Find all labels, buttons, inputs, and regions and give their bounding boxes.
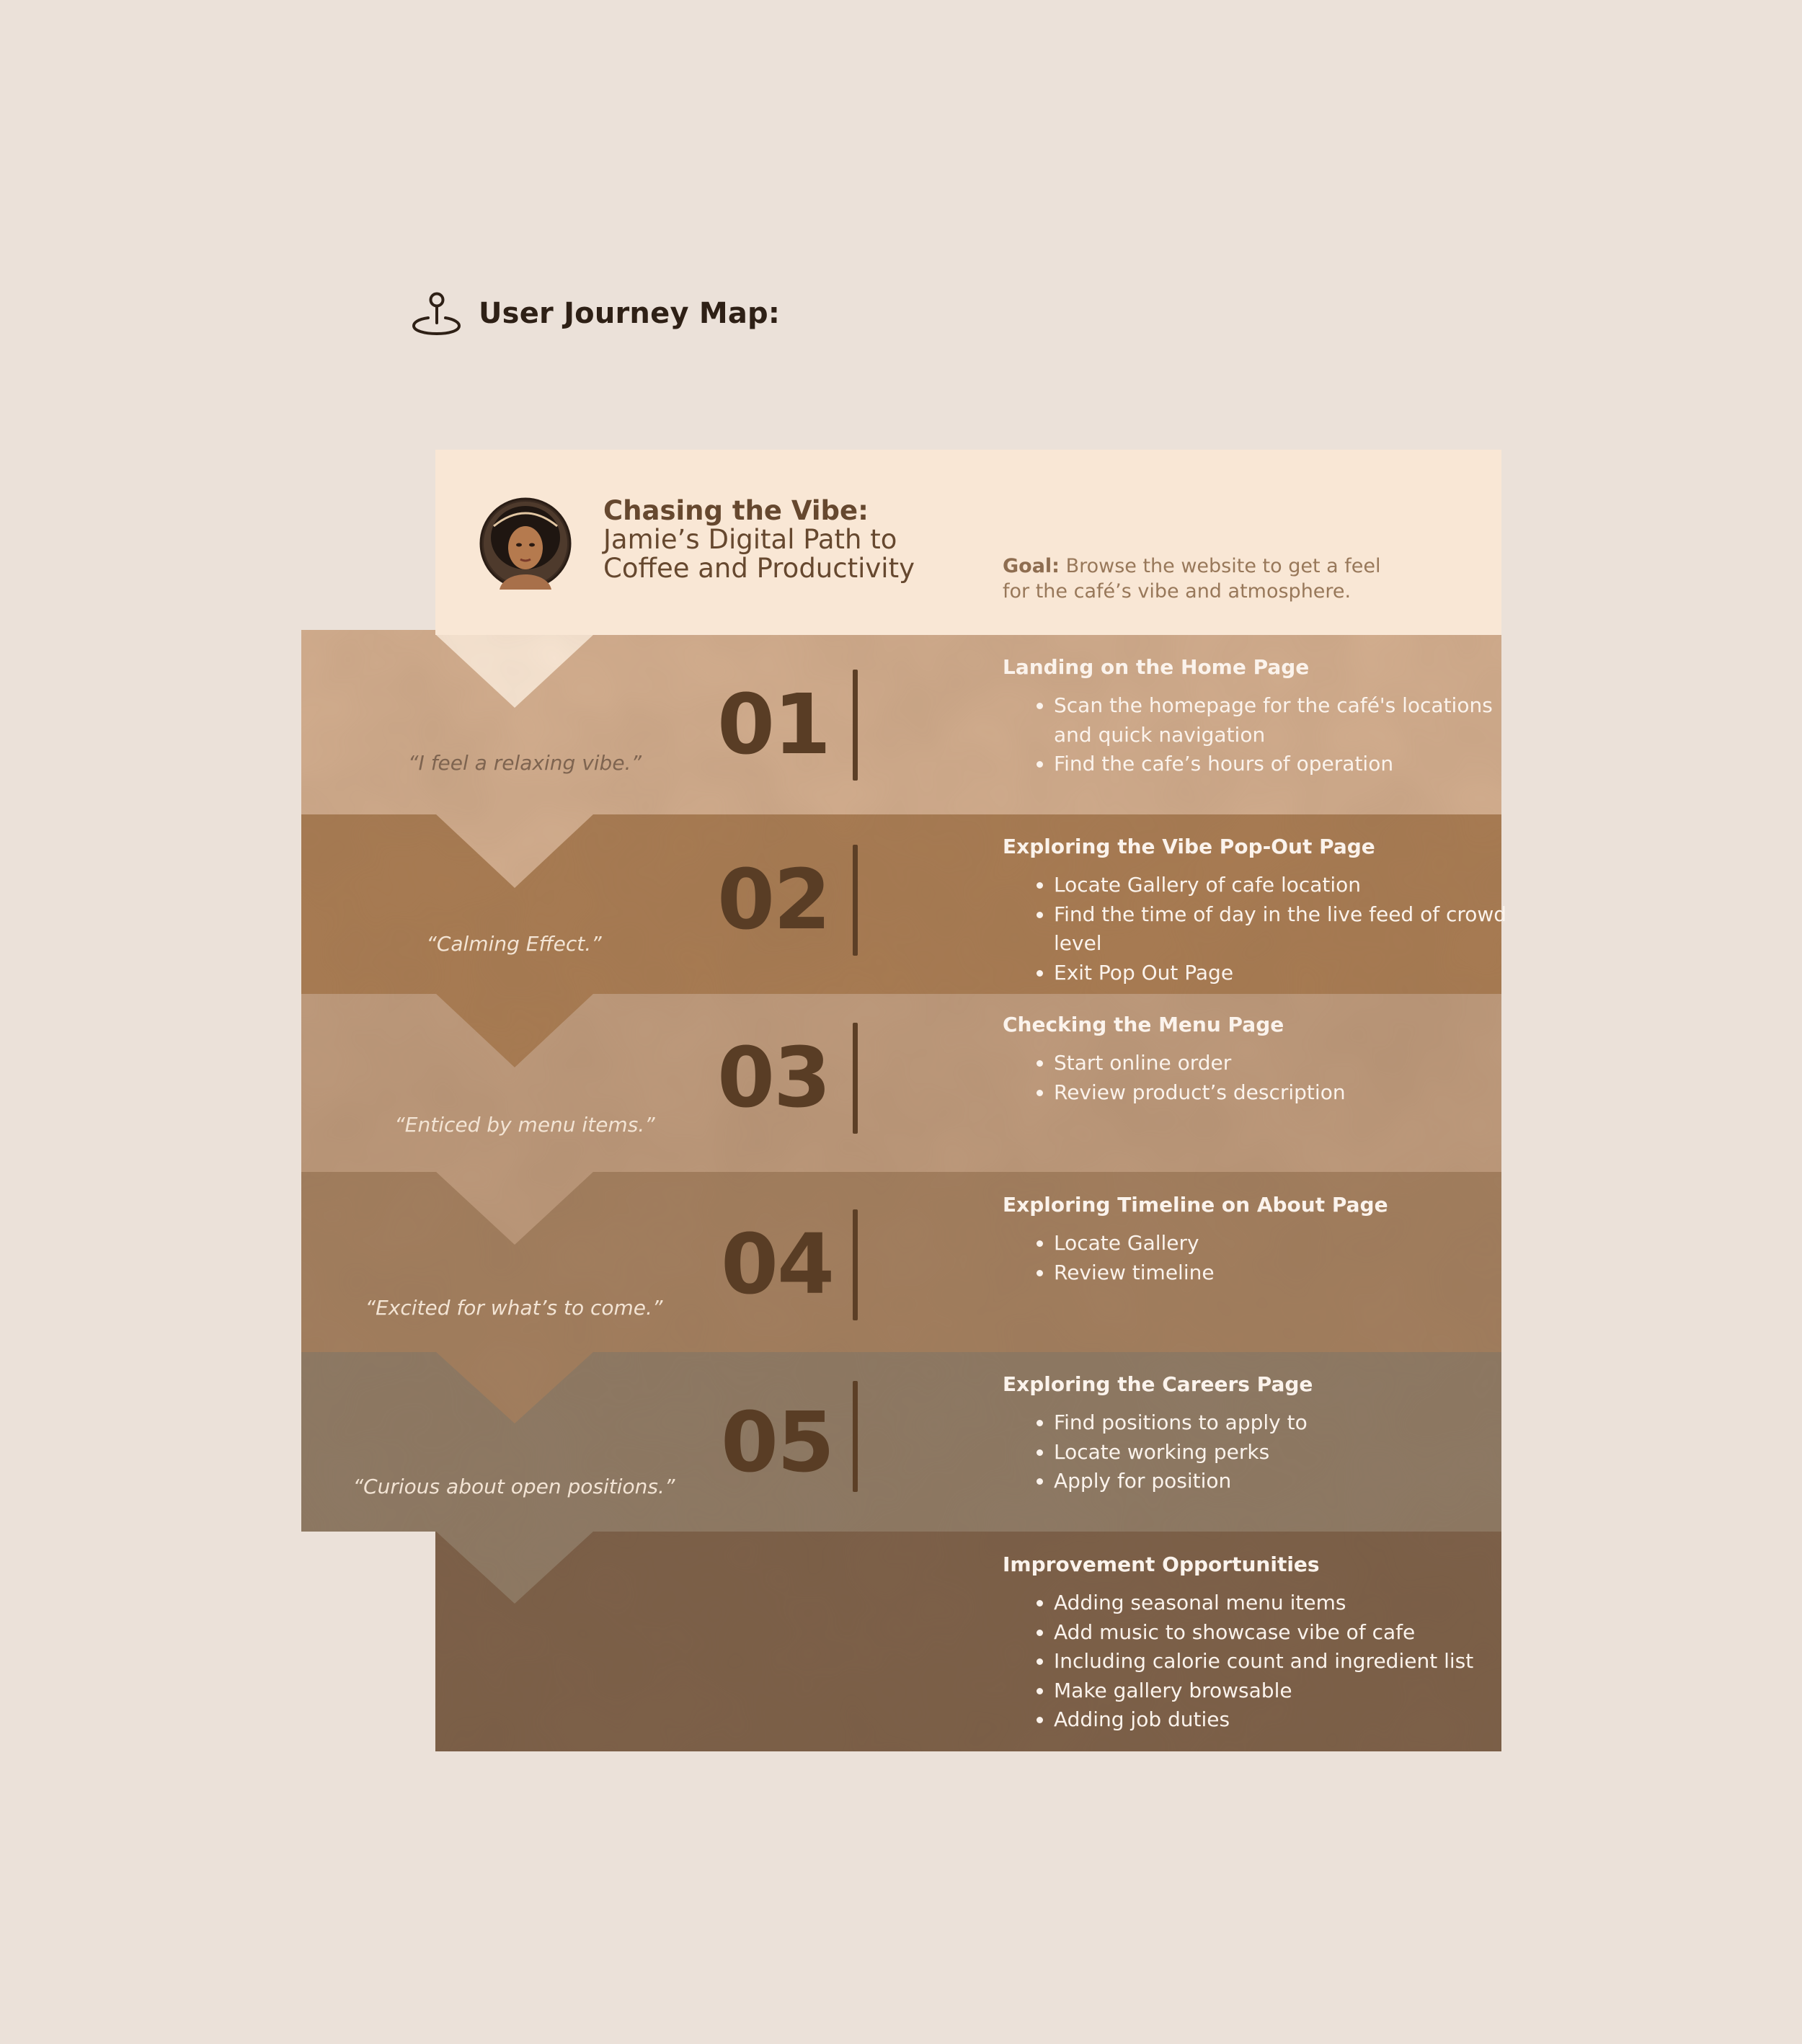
stage-divider xyxy=(853,845,858,956)
list-item: • Make gallery browsable xyxy=(1054,1676,1515,1706)
stage-number: 04 xyxy=(721,1217,834,1313)
list-item: • Scan the homepage for the café's locations and quick navigation xyxy=(1054,691,1515,750)
list-item: • Add music to showcase vibe of cafe xyxy=(1054,1618,1515,1648)
page-title: User Journey Map: xyxy=(479,297,781,330)
improvements-title: Improvement Opportunities xyxy=(1003,1552,1320,1576)
stage-title: Exploring the Careers Page xyxy=(1003,1372,1313,1396)
persona-title-line: Coffee and Productivity xyxy=(603,553,915,584)
improvements-list xyxy=(1003,1588,1515,1735)
stage-list xyxy=(1003,1049,1515,1107)
list-item: • Apply for position xyxy=(1054,1467,1515,1496)
stage-quote: “Excited for what’s to come.” xyxy=(365,1296,663,1320)
stage-quote: “Calming Effect.” xyxy=(426,932,602,956)
list-item: • Locate Gallery xyxy=(1054,1229,1515,1258)
list-item: • Locate Gallery of cafe location xyxy=(1054,871,1515,900)
persona-title-bold: Chasing the Vibe: xyxy=(603,495,869,526)
persona-goal xyxy=(1003,554,1406,604)
list-item: • Review timeline xyxy=(1054,1258,1515,1288)
goal-label: Goal: xyxy=(1003,555,1060,577)
stage-list xyxy=(1003,871,1515,987)
stage-quote: “Curious about open positions.” xyxy=(352,1475,675,1498)
stage-list xyxy=(1003,1229,1515,1287)
stage-quote: “Enticed by menu items.” xyxy=(394,1113,655,1137)
stage-quote: “I feel a relaxing vibe.” xyxy=(408,751,642,775)
stage-divider xyxy=(853,1023,858,1134)
list-item: • Find the cafe’s hours of operation xyxy=(1054,750,1515,779)
stage-divider xyxy=(853,670,858,781)
list-item: • Adding seasonal menu items xyxy=(1054,1588,1515,1618)
stage-title: Exploring Timeline on About Page xyxy=(1003,1193,1388,1217)
stage-title: Checking the Menu Page xyxy=(1003,1013,1284,1036)
list-item: • Start online order xyxy=(1054,1049,1515,1078)
map-pin-icon xyxy=(411,291,461,336)
stage-divider xyxy=(853,1381,858,1492)
list-item: • Find the time of day in the live feed of crowd level xyxy=(1054,900,1515,959)
stage-number: 02 xyxy=(717,852,830,948)
persona-title xyxy=(603,497,978,583)
list-item: • Locate working perks xyxy=(1054,1438,1515,1467)
persona-title-line: Jamie’s Digital Path to xyxy=(603,524,897,555)
persona-avatar xyxy=(479,497,572,590)
stage-divider xyxy=(853,1209,858,1320)
stage-number: 01 xyxy=(717,677,830,773)
list-item: • Find positions to apply to xyxy=(1054,1408,1515,1438)
list-item: • Including calorie count and ingredient list xyxy=(1054,1647,1515,1676)
stage-list xyxy=(1003,1408,1515,1496)
stage-list xyxy=(1003,691,1515,779)
goal-text: Browse the website to get a feel for the café’s vibe and atmosphere. xyxy=(1003,555,1381,603)
list-item: • Exit Pop Out Page xyxy=(1054,959,1515,988)
stage-number: 05 xyxy=(721,1395,834,1491)
list-item: • Review product’s description xyxy=(1054,1078,1515,1108)
stage-title: Landing on the Home Page xyxy=(1003,655,1310,679)
list-item: • Adding job duties xyxy=(1054,1705,1515,1735)
stage-number: 03 xyxy=(717,1030,830,1127)
stage-title: Exploring the Vibe Pop-Out Page xyxy=(1003,835,1375,858)
